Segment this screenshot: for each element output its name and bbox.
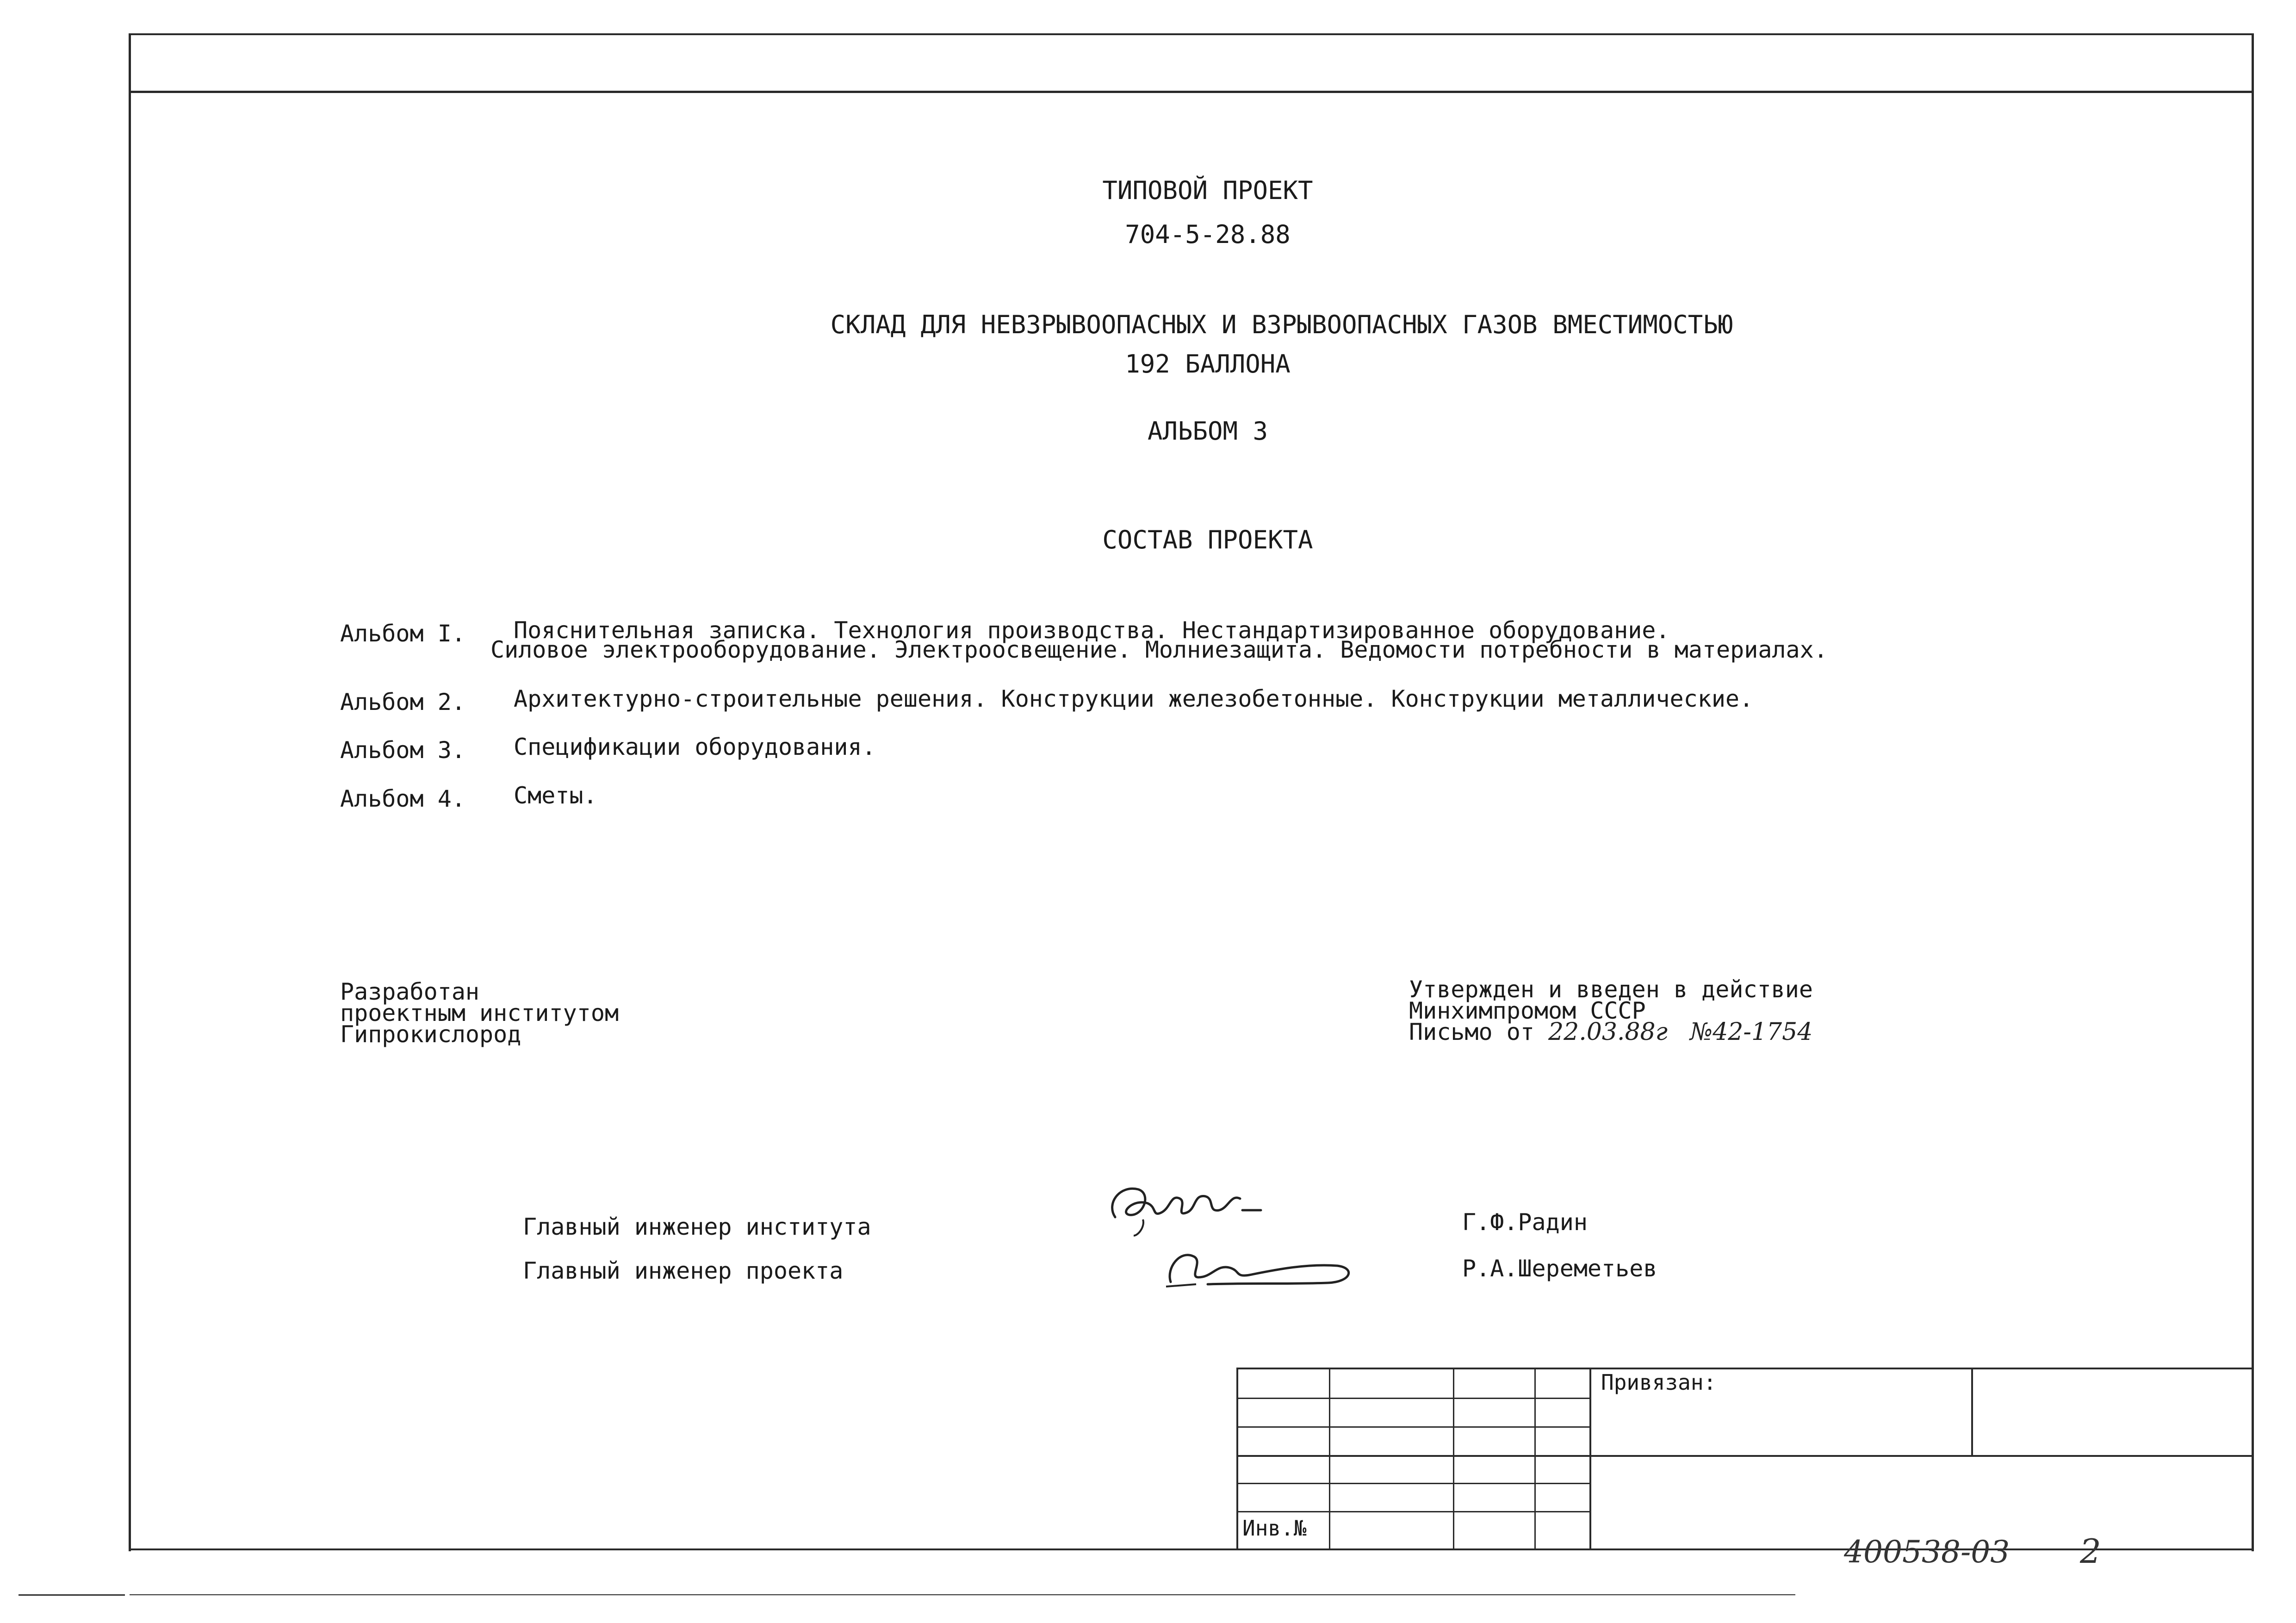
album-description-line: Спецификации оборудования. <box>514 734 876 760</box>
approval-date: 22.03.88г <box>1548 1018 1668 1046</box>
signature-role: Главный инженер института <box>523 1213 871 1240</box>
album-number: Альбом I. <box>340 620 465 647</box>
inventory-number-label: Инв.№ <box>1242 1516 1307 1541</box>
title-block-row <box>1236 1483 1590 1484</box>
album-description-line: Архитектурно-строительные решения. Конструкции железобетонные. Конструкции металлические. <box>514 685 1754 712</box>
title-block-left <box>1236 1368 1238 1548</box>
title-block-row <box>1236 1511 1590 1512</box>
title-block-col <box>1453 1368 1454 1548</box>
frame-top-inner <box>130 91 2253 93</box>
composition-heading: СОСТАВ ПРОЕКТА <box>1102 525 1313 554</box>
document-number: 400538-03 <box>1844 1534 2010 1570</box>
frame-bottom-outside-left <box>19 1594 125 1596</box>
album-description-line: Пояснительная записка. Технология производства. Нестандартизированное оборудование. <box>514 617 1670 644</box>
approval-line: Минхимпромом СССР <box>1409 997 1646 1024</box>
developed-by-line: проектным институтом <box>340 1000 619 1026</box>
album-number: Альбом 3. <box>340 737 465 764</box>
project-title-line2: 192 БАЛЛОНА <box>1125 349 1291 379</box>
title-block-col <box>1589 1368 1591 1548</box>
project-type: ТИПОВОЙ ПРОЕКТ <box>1102 176 1313 205</box>
developed-by-block <box>340 978 619 1048</box>
approval-number: №42-1754 <box>1690 1018 1813 1046</box>
signature-chief-engineer-project <box>1152 1231 1365 1296</box>
title-block-col <box>1329 1368 1330 1548</box>
title-block-top <box>1236 1368 2252 1369</box>
title-block-row <box>1236 1398 1590 1399</box>
title-block-col <box>1971 1368 1973 1455</box>
approval-line: Утвержден и введен в действие <box>1409 976 1813 1003</box>
title-block-row <box>1236 1426 1590 1428</box>
approval-letter-prefix: Письмо от <box>1409 1019 1534 1045</box>
developed-by-line: Гипрокислород <box>340 1021 521 1048</box>
frame-top-outer <box>130 33 2253 35</box>
developed-by-line: Разработан <box>340 978 480 1005</box>
signature-name: Р.А.Шереметьев <box>1462 1255 1657 1282</box>
project-title-line1: СКЛАД ДЛЯ НЕВЗРЫВООПАСНЫХ И ВЗРЫВООПАСНЫХ ГАЗОВ ВМЕСТИМОСТЬЮ <box>830 310 1733 339</box>
sheet-number: 2 <box>2080 1532 2101 1571</box>
frame-bottom-outside-mid <box>130 1594 1795 1595</box>
signature-name: Г.Ф.Радин <box>1462 1209 1588 1236</box>
approval-letter-line <box>1409 1018 1813 1046</box>
approval-block <box>1409 976 1813 1046</box>
album-description-line: Сметы. <box>514 782 597 809</box>
frame-right <box>2252 33 2254 1551</box>
title-block-col <box>1534 1368 1536 1548</box>
project-code: 704-5-28.88 <box>1125 220 1291 249</box>
signature-role: Главный инженер проекта <box>523 1257 844 1284</box>
signature-chief-engineer-institute <box>1101 1166 1286 1240</box>
bound-label: Привязан: <box>1601 1370 1717 1395</box>
album-number: Альбом 4. <box>340 785 465 812</box>
album-description-line: Силовое электрооборудование. Электроосвещение. Молниезащита. Ведомости потребности в материалах. <box>490 636 1828 663</box>
frame-left <box>129 33 131 1551</box>
title-block-row <box>1236 1455 2252 1457</box>
album-title: АЛЬБОМ 3 <box>1147 417 1268 446</box>
album-number: Альбом 2. <box>340 689 465 715</box>
